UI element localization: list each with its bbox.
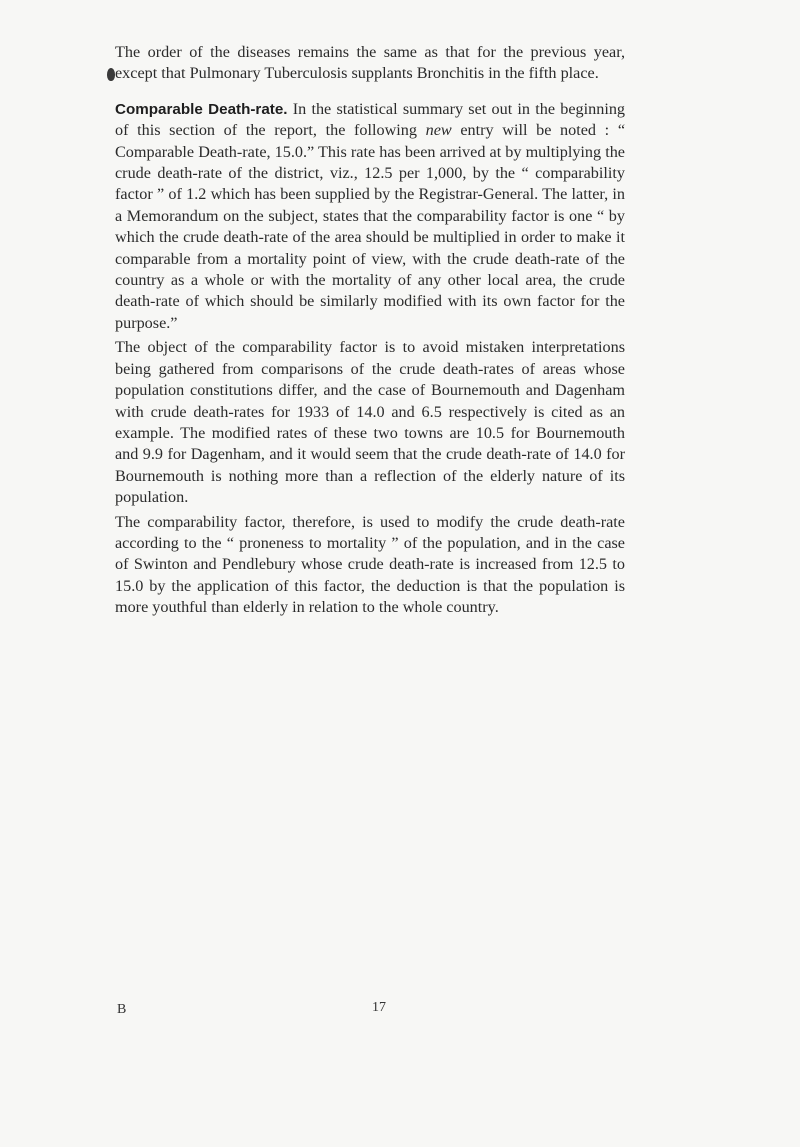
paragraph-comparability-usage: The comparability factor, therefore, is used to modify the crude death-rate according to the “ proneness to mortality ” of the population, and in the case of Swinton and Pendlebury whose crude death-rate is increased from 12.5 to 15.0 by the application of this factor, the deduction is that the population is more youthful than elderly in relation to the whole country. [115, 512, 625, 617]
paragraph-comparable-death-rate [115, 99, 625, 334]
paragraph-comparability-object: The object of the comparability factor is to avoid mistaken interpretations being gathered from comparisons of the crude death-rates of areas whose population constitutions differ, and the case of Bournemouth and Dagenham with crude death-rates for 1933 of 14.0 and 6.5 respectively is cited as an example. The modified rates of these two towns are 10.5 for Bournemouth and 9.9 for Dagenham, and it would seem that the crude death-rate of 14.0 for Bournemouth is nothing more than a reflection of the elderly nature of its population. [115, 338, 625, 507]
signature-mark: B [117, 1002, 127, 1017]
paragraph-text: entry will be noted : “ Comparable Death-rate, 15.0.” This rate has been arrived at by multiplying the crude death-rate of the district, viz., 12.5 per 1,000, by the “ comparability factor ” of 1.2 which has been supplied by the Registrar-General. The latter, in a Memorandum on the subject, states that the comparability factor is one “ by which the crude death-rate of the area should be multiplied in order to make it comparable from a mortality point of view, with the crude death-rate of the country as a whole or with the mortality of any other local area, the crude death-rate of which should be similarly modified with its own factor for the purpose.” [115, 121, 626, 332]
paragraph-gap [115, 85, 625, 99]
section-heading: Comparable Death-rate. [115, 100, 288, 118]
page-number: 17 [372, 1000, 386, 1015]
paragraph-disease-order: The order of the diseases remains the same as that for the previous year, except that Pulmonary Tuberculosis supplants Bronchitis in the fifth place. [115, 43, 625, 83]
emphasis-text: new [425, 121, 452, 140]
paragraph-text: In the statistical summary set out in the beginning of this section of the report, the following [115, 99, 626, 140]
page-body [115, 42, 625, 619]
margin-blot [107, 68, 115, 81]
